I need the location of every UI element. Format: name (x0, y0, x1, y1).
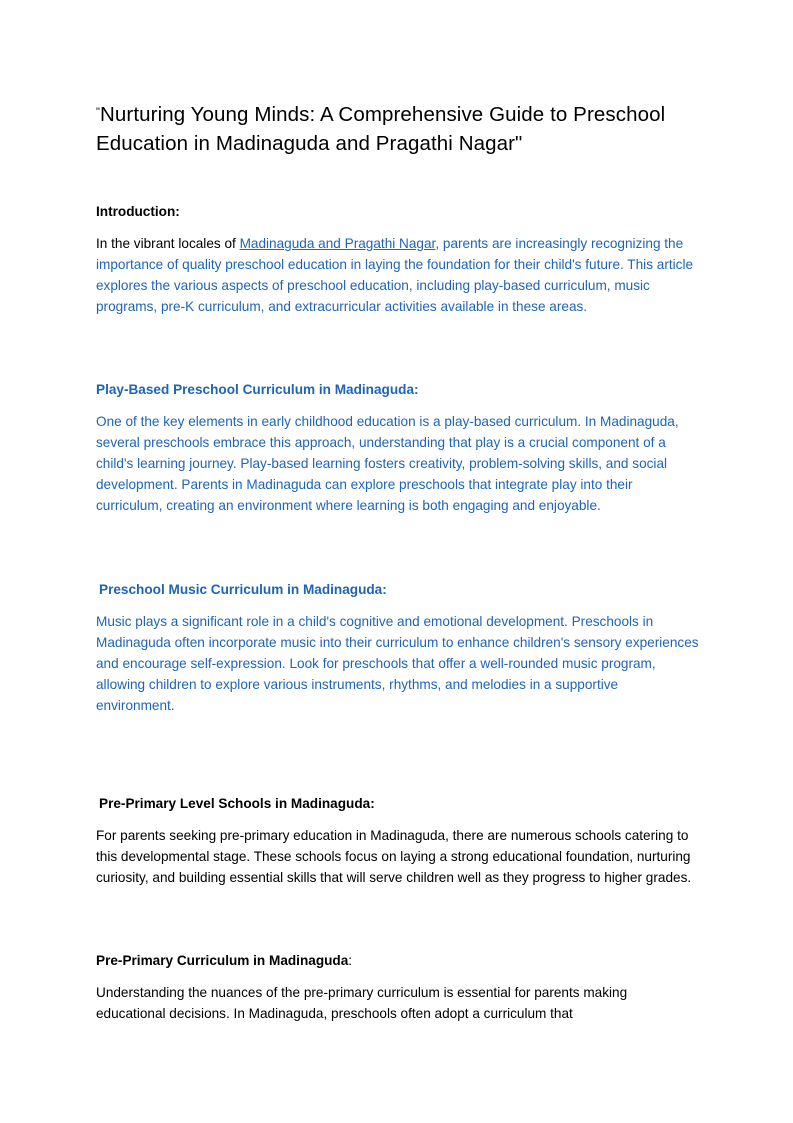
intro-heading: Introduction: (96, 204, 180, 219)
music-paragraph: Music plays a significant role in a child's cognitive and emotional development. Preschools in Madinaguda often incorporate music into their curriculum to enhance children's sensory experiences and encourage self-expression. Look for preschools that offer a well-rounded music program, allowing children to explore various instruments, rhythms, and melodies in a supportive environment. (96, 614, 699, 713)
intro-lead-text: In the vibrant locales of (96, 236, 240, 251)
preprimary-curriculum-paragraph: Understanding the nuances of the pre-primary curriculum is essential for parents making educational decisions. In Madinaguda, preschools often adopt a curriculum that (96, 985, 635, 1021)
music-heading: Preschool Music Curriculum in Madinaguda: (99, 582, 387, 597)
play-based-paragraph: One of the key elements in early childhood education is a play-based curriculum. In Madinaguda, several preschools embrace this approach, understanding that play is a crucial component of a child's learning journey. Play-based learning fosters creativity, problem-solving skills, and social development. Parents in Madinaguda can explore preschools that integrate play into their curriculum, creating an environment where learning is both engaging and enjoyable. (96, 414, 679, 513)
preprimary-curriculum-heading-line (96, 951, 700, 971)
title-open-quote: " (96, 106, 101, 118)
intro-paragraph (96, 233, 700, 317)
preprimary-schools-heading: Pre-Primary Level Schools in Madinaguda: (99, 796, 375, 811)
madinaguda-pragathi-nagar-link[interactable]: Madinaguda and Pragathi Nagar (239, 236, 436, 251)
document-title (96, 98, 700, 158)
preprimary-curriculum-colon: : (348, 953, 353, 968)
preprimary-curriculum-heading: Pre-Primary Curriculum in Madinaguda (96, 953, 349, 968)
preprimary-schools-paragraph: For parents seeking pre-primary education in Madinaguda, there are numerous schools catering to this developmental stage. These schools focus on laying a strong educational foundation, nurturing curiosity, and building essential skills that will serve children well as they progress to higher grades. (96, 828, 692, 885)
intro-rest-text: , parents are increasingly recognizing the importance of quality preschool education in laying the foundation for their child's future. This article explores the various aspects of preschool education, including play-based curriculum, music programs, pre-K curriculum, and extracurricular activities available in these areas. (96, 236, 694, 314)
title-text: Nurturing Young Minds: A Comprehensive Guide to Preschool Education in Madinaguda and Pragathi Nagar" (96, 103, 666, 155)
play-based-heading: Play-Based Preschool Curriculum in Madinaguda: (96, 382, 419, 397)
